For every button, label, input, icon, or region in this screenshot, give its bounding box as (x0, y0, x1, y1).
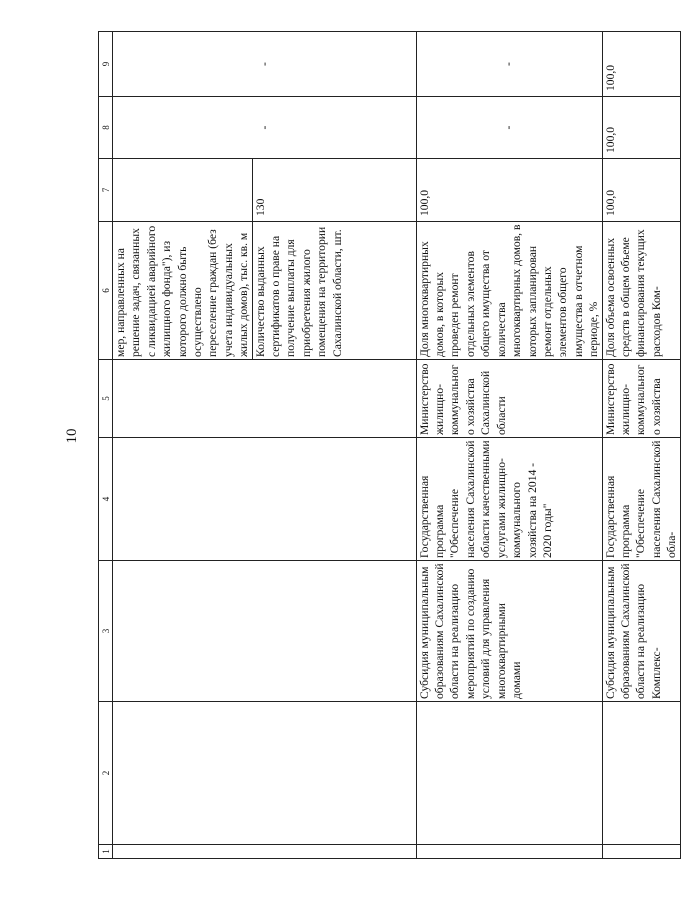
value-col7 (113, 159, 253, 222)
subsidy-description: Субсидия муниципальным образованиям Сахалинской области на реализацию мероприятий по созданию условий для управления многоквартирными домами (416, 561, 602, 702)
col-number: 4 (99, 438, 113, 561)
value-col8: - (113, 97, 417, 159)
value-col9: - (416, 32, 602, 97)
program-table (98, 31, 681, 859)
cell-col3 (113, 561, 417, 702)
cell-col4 (113, 438, 417, 561)
cell-col1 (602, 845, 680, 859)
col-number: 3 (99, 561, 113, 702)
indicator-text: мер, направленных на решение задач, связанных с ликвидацией аварийного жилищного фонда"), из которого должно быть осуществлено переселение граждан (без учета индивидуальных жилых домов), тыс. кв. м (113, 222, 253, 360)
col-number: 8 (99, 97, 113, 159)
col-number: 6 (99, 222, 113, 360)
ministry-name: Министерство жилищно-коммунального хозяйства (602, 360, 680, 438)
indicator-text: Доля многоквартирных домов, в которых проведен ремонт отдельных элементов общего имущества от количества многоквартирных домов, в которых запланирован ремонт отдельных элементов общего имущества в отчетном периоде, % (416, 222, 602, 360)
indicator-text: Доля объема освоенных средств в общем объеме финансирования текущих расходов Ком- (602, 222, 680, 360)
ministry-name: Министерство жилищно-коммунального хозяйства Сахалинской области (416, 360, 602, 438)
col-number: 9 (99, 32, 113, 97)
indicator-text: Количество выданных сертификатов о праве на получение выплаты для приобретения жилого помещения на территории Сахалинской области, шт. (252, 222, 416, 360)
table-row (416, 32, 602, 859)
cell-col2 (602, 702, 680, 845)
value-col7: 100,0 (416, 159, 602, 222)
value-col9: - (113, 32, 417, 97)
program-name: Государственная программа "Обеспечение населения Сахалинской области качественными услугами жилищно-коммунального хозяйства на 2014 - 2020 годы" (416, 438, 602, 561)
page-number: 10 (64, 428, 80, 444)
column-number-row (99, 32, 113, 859)
cell-col2 (113, 702, 417, 845)
value-col7: 100,0 (602, 159, 680, 222)
table-row (113, 32, 253, 859)
col-number: 1 (99, 845, 113, 859)
table-row (602, 32, 680, 859)
value-col8: 100,0 (602, 97, 680, 159)
program-name: Государственная программа "Обеспечение населения Сахалинской обла- (602, 438, 680, 561)
cell-col1 (113, 845, 417, 859)
value-col9: 100,0 (602, 32, 680, 97)
value-col8: - (416, 97, 602, 159)
col-number: 5 (99, 360, 113, 438)
subsidy-description: Субсидия муниципальным образованиям Сахалинской области на реализацию Комплекс- (602, 561, 680, 702)
col-number: 7 (99, 159, 113, 222)
cell-col1 (416, 845, 602, 859)
cell-col5 (113, 360, 417, 438)
col-number: 2 (99, 702, 113, 845)
value-col7: 130 (252, 159, 416, 222)
cell-col2 (416, 702, 602, 845)
rotated-table-wrapper (98, 32, 679, 859)
